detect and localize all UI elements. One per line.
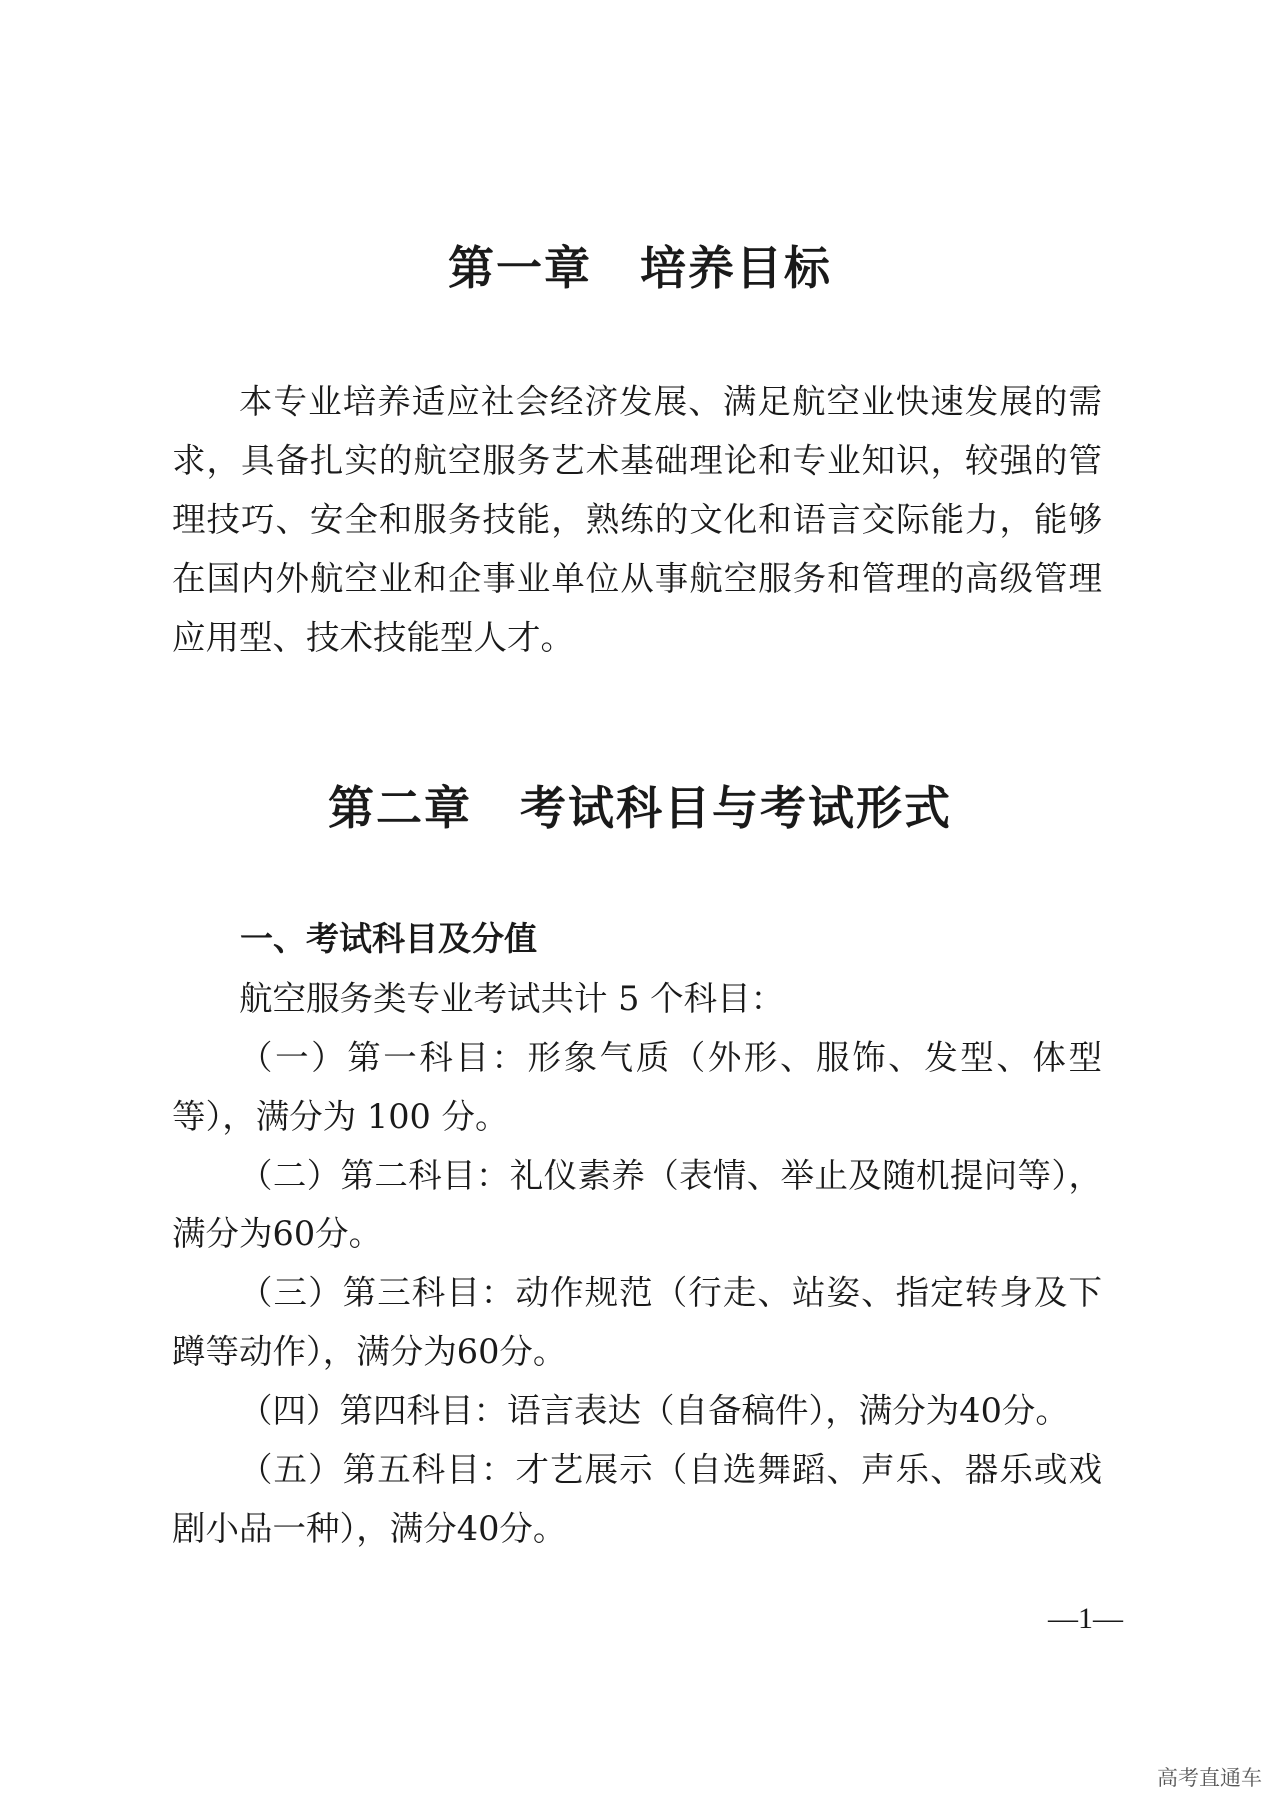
chapter-1-title: 第一章 培养目标: [448, 241, 832, 295]
subject-intro: 航空服务类专业考试共计 5 个科目：: [239, 979, 785, 1018]
subject-item-2: （二）第二科目：礼仪素养（表情、举止及随机提问等），满分为60分。: [172, 1155, 1102, 1254]
subject-item-1: （一）第一科目：形象气质（外形、服饰、发型、体型等），满分为 100 分。: [172, 1038, 1102, 1136]
subject-list: [172, 970, 1102, 1559]
subject-item-4: （四）第四科目：语言表达（自备稿件），满分为40分。: [239, 1391, 1069, 1431]
subject-item-5: （五）第五科目：才艺展示（自选舞蹈、声乐、器乐或戏剧小品一种），满分40分。: [172, 1450, 1102, 1548]
section-heading: 一、考试科目及分值: [240, 919, 537, 958]
chapter-2-title: 第二章 考试科目与考试形式: [328, 781, 952, 835]
chapter-1-paragraph: 本专业培养适应社会经济发展、满足航空业快速发展的需求，具备扎实的航空服务艺术基础理论和专业知识，较强的管理技巧、安全和服务技能，熟练的文化和语言交际能力，能够在国内外航空业和企事业单位从事航空服务和管理的高级管理应用型、技术技能型人才。: [172, 382, 1102, 657]
watermark: 高考直通车: [1157, 1766, 1262, 1790]
subject-item-3: （三）第三科目：动作规范（行走、站姿、指定转身及下蹲等动作），满分为60分。: [172, 1273, 1102, 1371]
page-number: —1—: [1048, 1602, 1123, 1635]
